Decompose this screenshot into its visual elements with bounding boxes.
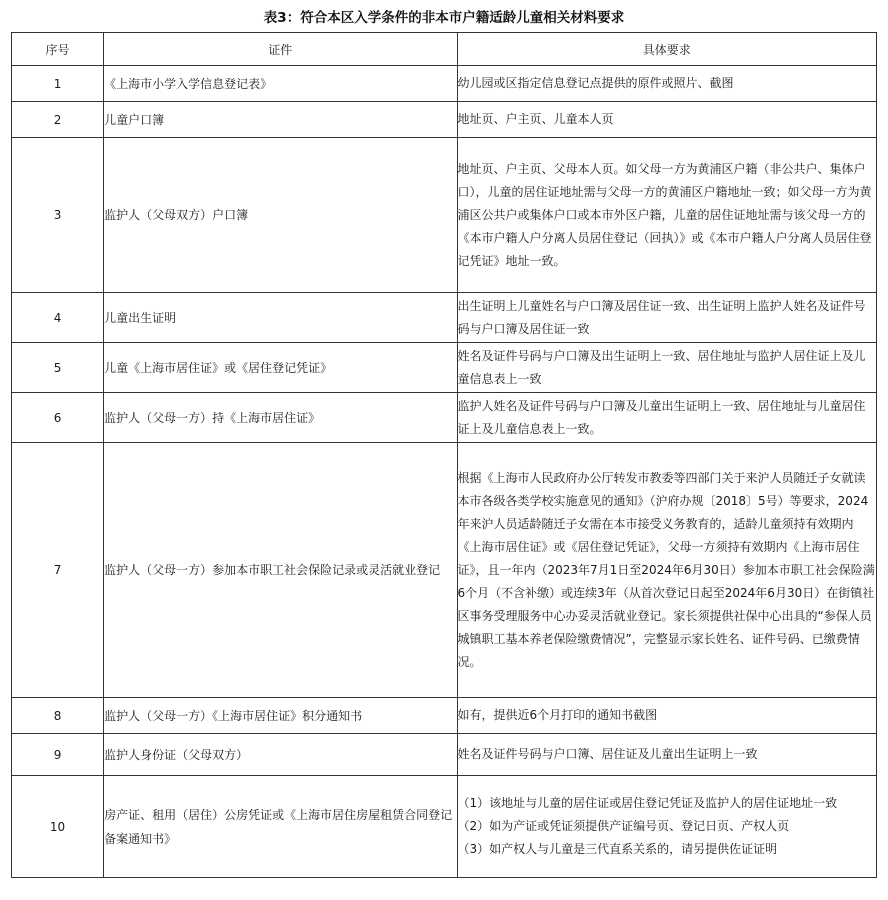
- header-requirements: 具体要求: [457, 33, 877, 66]
- row-no: 9: [12, 734, 104, 776]
- table-row: [12, 293, 877, 343]
- row-document: 监护人（父母双方）户口簿: [104, 138, 457, 293]
- table-row: [12, 698, 877, 734]
- requirement-item: （2）如为产证或凭证须提供产证编号页、登记日页、产权人页: [457, 819, 790, 833]
- requirement-text: 幼儿园或区指定信息登记点提供的原件或照片、截图: [457, 76, 734, 90]
- row-no: 8: [12, 698, 104, 734]
- requirement-text: 姓名及证件号码与户口簿及出生证明上一致、居住地址与监护人居住证上及儿童信息表上一致: [457, 348, 866, 386]
- table-header-row: [12, 33, 877, 66]
- table-row: [12, 443, 877, 698]
- requirement-text: 如有，提供近6个月打印的通知书截图: [457, 708, 658, 722]
- row-requirement: [457, 343, 877, 393]
- row-document: 监护人（父母一方）参加本市职工社会保险记录或灵活就业登记: [104, 443, 457, 698]
- row-document: 监护人身份证（父母双方）: [104, 734, 457, 776]
- row-requirement: [457, 776, 877, 878]
- table-row: [12, 343, 877, 393]
- table-row: [12, 776, 877, 878]
- requirement-text: 监护人姓名及证件号码与户口簿及儿童出生证明上一致、居住地址与儿童居住证上及儿童信息表上一致。: [457, 398, 866, 436]
- row-document: 监护人（父母一方）持《上海市居住证》: [104, 393, 457, 443]
- requirement-item: （1）该地址与儿童的居住证或居住登记凭证及监护人的居住证地址一致: [457, 796, 838, 810]
- row-requirement: [457, 66, 877, 102]
- header-serial-no: 序号: [12, 33, 104, 66]
- row-no: 2: [12, 102, 104, 138]
- row-document: 监护人（父母一方）《上海市居住证》积分通知书: [104, 698, 457, 734]
- row-no: 3: [12, 138, 104, 293]
- requirement-text: 姓名及证件号码与户口簿、居住证及儿童出生证明上一致: [457, 747, 758, 761]
- row-no: 7: [12, 443, 104, 698]
- row-document: 房产证、租用（居住）公房凭证或《上海市居住房屋租赁合同登记备案通知书》: [104, 776, 457, 878]
- row-no: 6: [12, 393, 104, 443]
- row-no: 10: [12, 776, 104, 878]
- requirement-text: 地址页、户主页、儿童本人页: [457, 112, 614, 126]
- row-document: 《上海市小学入学信息登记表》: [104, 66, 457, 102]
- table-row: [12, 66, 877, 102]
- requirement-text: 出生证明上儿童姓名与户口簿及居住证一致、出生证明上监护人姓名及证件号码与户口簿及居住证一致: [457, 298, 866, 336]
- row-no: 5: [12, 343, 104, 393]
- table-row: [12, 734, 877, 776]
- row-requirement: [457, 698, 877, 734]
- table-row: [12, 102, 877, 138]
- requirement-item: （3）如产权人与儿童是三代直系关系的，请另提供佐证证明: [457, 842, 778, 856]
- row-requirement: [457, 393, 877, 443]
- row-document: 儿童出生证明: [104, 293, 457, 343]
- requirement-text: 地址页、户主页、父母本人页。如父母一方为黄浦区户籍（非公共户、集体户口），儿童的居住证地址需与父母一方的黄浦区户籍地址一致；如父母一方为黄浦区公共户或集体户口或本市外区户籍，儿童的居住证地址需与该父母一方的《本市户籍人户分离人员居住登记（回执）》或《本市户籍人户分离人员居住登记凭证》地址一致。: [457, 161, 872, 268]
- row-requirement: [457, 293, 877, 343]
- requirements-table: [11, 32, 877, 878]
- row-document: 儿童《上海市居住证》或《居住登记凭证》: [104, 343, 457, 393]
- table-row: [12, 138, 877, 293]
- row-no: 4: [12, 293, 104, 343]
- row-no: 1: [12, 66, 104, 102]
- row-document: 儿童户口簿: [104, 102, 457, 138]
- row-requirement: [457, 734, 877, 776]
- requirement-text: 根据《上海市人民政府办公厅转发市教委等四部门关于来沪人员随迁子女就读本市各级各类学校实施意见的通知》（沪府办规〔2018〕5号）等要求，2024年来沪人员适龄随迁子女需在本市接受义务教育的，适龄儿童须持有效期内《上海市居住证》或《居住登记凭证》，父母一方须持有效期内《上海市居住证》，且一年内（2023年7月1日至2024年6月30日）参加本市职工社会保险满6个月（不含补缴）或连续3年（从首次登记日起至2024年6月30日）在街镇社区事务受理服务中心办妥灵活就业登记。家长须提供社保中心出具的“参保人员城镇职工基本养老保险缴费情况”，完整显示家长姓名、证件号码、已缴费情况。: [457, 470, 875, 669]
- table-row: [12, 393, 877, 443]
- header-document: 证件: [104, 33, 457, 66]
- row-requirement: [457, 102, 877, 138]
- table-title: 表3：符合本区入学条件的非本市户籍适龄儿童相关材料要求: [263, 10, 625, 26]
- row-requirement: [457, 138, 877, 293]
- row-requirement: [457, 443, 877, 698]
